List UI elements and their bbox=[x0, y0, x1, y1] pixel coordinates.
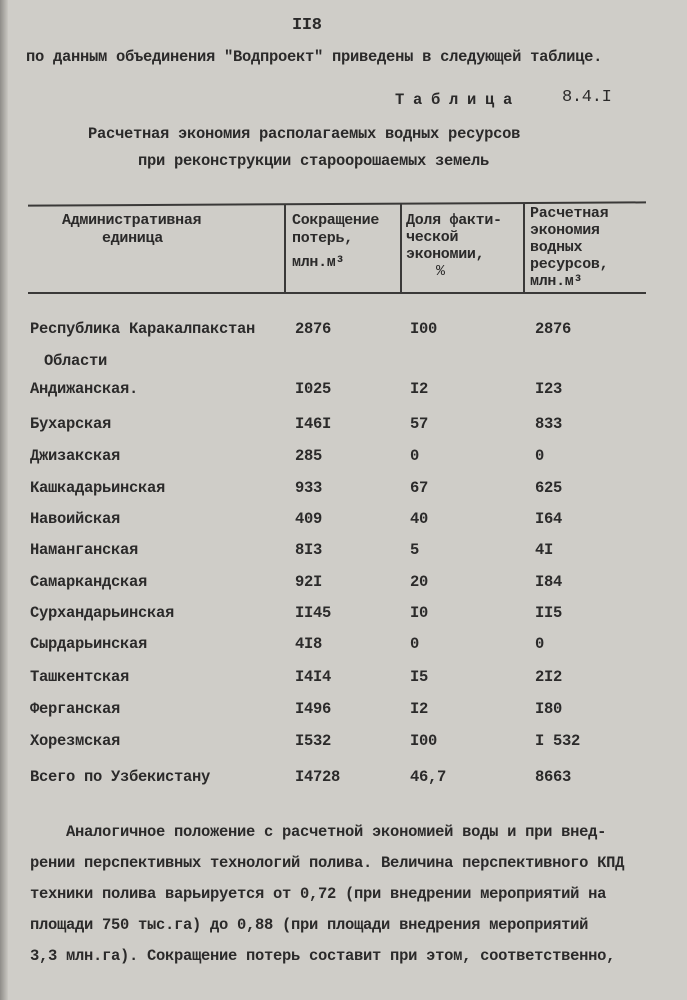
table-row bbox=[0, 668, 687, 692]
cell-share: I5 bbox=[410, 668, 429, 686]
cell-reduction: I025 bbox=[295, 380, 332, 398]
cell-name: Андижанская. bbox=[30, 380, 139, 398]
header-line: потерь, bbox=[292, 230, 353, 247]
column-divider bbox=[400, 204, 402, 292]
header-line: Административная bbox=[62, 212, 202, 229]
cell-savings: I23 bbox=[535, 380, 563, 398]
cell-savings: 2I2 bbox=[535, 668, 563, 686]
cell-name: Сурхандарьинская bbox=[30, 604, 175, 622]
table-row bbox=[0, 700, 687, 724]
cell-name: Всего по Узбекистану bbox=[30, 768, 211, 786]
cell-share: I00 bbox=[410, 320, 438, 338]
cell-name: Ферганская bbox=[30, 700, 121, 718]
cell-reduction: 8I3 bbox=[295, 541, 323, 559]
paragraph-line: техники полива варьируется от 0,72 (при внедрении мероприятий на bbox=[30, 885, 607, 903]
cell-name: Хорезмская bbox=[30, 732, 121, 750]
header-line: ресурсов, bbox=[530, 256, 609, 273]
table-row bbox=[0, 604, 687, 628]
column-divider bbox=[284, 204, 286, 292]
table-row bbox=[0, 320, 687, 344]
cell-share: 67 bbox=[410, 479, 429, 497]
cell-share: I2 bbox=[410, 700, 429, 718]
header-line: млн.м³ bbox=[530, 273, 583, 290]
cell-savings: 0 bbox=[535, 635, 545, 653]
header-line: Расчетная bbox=[530, 205, 609, 222]
header-line: млн.м³ bbox=[292, 254, 345, 271]
cell-reduction: 2876 bbox=[295, 320, 332, 338]
cell-reduction: 933 bbox=[295, 479, 323, 497]
cell-savings: I 532 bbox=[535, 732, 581, 750]
table-row bbox=[0, 415, 687, 439]
cell-reduction: II45 bbox=[295, 604, 332, 622]
cell-reduction: I532 bbox=[295, 732, 332, 750]
header-line: ческой bbox=[406, 229, 459, 246]
cell-reduction: 4I8 bbox=[295, 635, 323, 653]
table-row bbox=[0, 380, 687, 404]
paragraph-line: Аналогичное положение с расчетной экономией воды и при внед- bbox=[30, 823, 607, 841]
cell-savings: 2876 bbox=[535, 320, 572, 338]
cell-share: 57 bbox=[410, 415, 429, 433]
paragraph-line: рении перспективных технологий полива. Величина перспективного КПД bbox=[30, 854, 625, 872]
cell-share: I0 bbox=[410, 604, 429, 622]
table-number: 8.4.I bbox=[562, 88, 612, 107]
body-paragraph bbox=[30, 817, 670, 972]
cell-name: Наманганская bbox=[30, 541, 139, 559]
cell-name: Джизакская bbox=[30, 447, 121, 465]
table-title-line1: Расчетная экономия располагаемых водных ресурсов bbox=[88, 125, 521, 143]
table-row bbox=[0, 541, 687, 565]
cell-reduction: 92I bbox=[295, 573, 323, 591]
cell-reduction: I4728 bbox=[295, 768, 341, 786]
column-divider bbox=[523, 204, 525, 292]
paragraph-line: площади 750 тыс.га) до 0,88 (при площади внедрения мероприятий bbox=[30, 916, 589, 934]
header-line: водных bbox=[530, 239, 583, 256]
table-title-line2: при реконструкции староорошаемых земель bbox=[138, 152, 490, 170]
cell-savings: I80 bbox=[535, 700, 563, 718]
cell-name: Республика Каракалпакстан bbox=[30, 320, 256, 338]
cell-share: 0 bbox=[410, 635, 420, 653]
header-line: Доля факти- bbox=[406, 212, 502, 229]
cell-name: Области bbox=[44, 352, 108, 370]
cell-savings: 833 bbox=[535, 415, 563, 433]
table-header-bottom-rule bbox=[28, 292, 646, 294]
header-admin-unit bbox=[62, 212, 201, 248]
table-row bbox=[0, 635, 687, 659]
cell-reduction: 285 bbox=[295, 447, 323, 465]
table-row bbox=[0, 732, 687, 756]
cell-reduction: I46I bbox=[295, 415, 332, 433]
cell-savings: 625 bbox=[535, 479, 563, 497]
cell-savings: I64 bbox=[535, 510, 563, 528]
table-row bbox=[0, 352, 687, 376]
cell-share: 46,7 bbox=[410, 768, 447, 786]
paragraph-line: 3,3 млн.га). Сокращение потерь составит при этом, соответственно, bbox=[30, 947, 616, 965]
intro-line: по данным объединения "Водпроект" приведены в следующей таблице. bbox=[26, 48, 603, 66]
cell-savings: I84 bbox=[535, 573, 563, 591]
header-estimated-savings bbox=[530, 205, 608, 290]
cell-reduction: I496 bbox=[295, 700, 332, 718]
cell-name: Сырдарьинская bbox=[30, 635, 148, 653]
cell-share: I2 bbox=[410, 380, 429, 398]
cell-name: Самаркандская bbox=[30, 573, 148, 591]
cell-share: 5 bbox=[410, 541, 420, 559]
cell-savings: 0 bbox=[535, 447, 545, 465]
header-actual-share bbox=[406, 212, 502, 280]
cell-share: 40 bbox=[410, 510, 429, 528]
table-row bbox=[0, 768, 687, 792]
header-line: % bbox=[436, 263, 445, 280]
header-line: экономия bbox=[530, 222, 600, 239]
cell-share: 20 bbox=[410, 573, 429, 591]
page-number: II8 bbox=[292, 16, 322, 35]
header-line: Сокращение bbox=[292, 212, 380, 229]
table-row bbox=[0, 447, 687, 471]
cell-savings: 4I bbox=[535, 541, 554, 559]
cell-reduction: I4I4 bbox=[295, 668, 332, 686]
cell-name: Навоийская bbox=[30, 510, 121, 528]
cell-share: I00 bbox=[410, 732, 438, 750]
cell-share: 0 bbox=[410, 447, 420, 465]
header-loss-reduction bbox=[292, 212, 379, 272]
header-line: единица bbox=[102, 230, 163, 247]
header-line: экономии, bbox=[406, 246, 485, 263]
table-row bbox=[0, 510, 687, 534]
cell-savings: 8663 bbox=[535, 768, 572, 786]
cell-name: Бухарская bbox=[30, 415, 112, 433]
cell-name: Ташкентская bbox=[30, 668, 130, 686]
cell-name: Кашкадарьинская bbox=[30, 479, 166, 497]
table-label: Т а б л и ц а bbox=[395, 91, 513, 109]
table-row bbox=[0, 573, 687, 597]
cell-savings: II5 bbox=[535, 604, 563, 622]
cell-reduction: 409 bbox=[295, 510, 323, 528]
table-row bbox=[0, 479, 687, 503]
